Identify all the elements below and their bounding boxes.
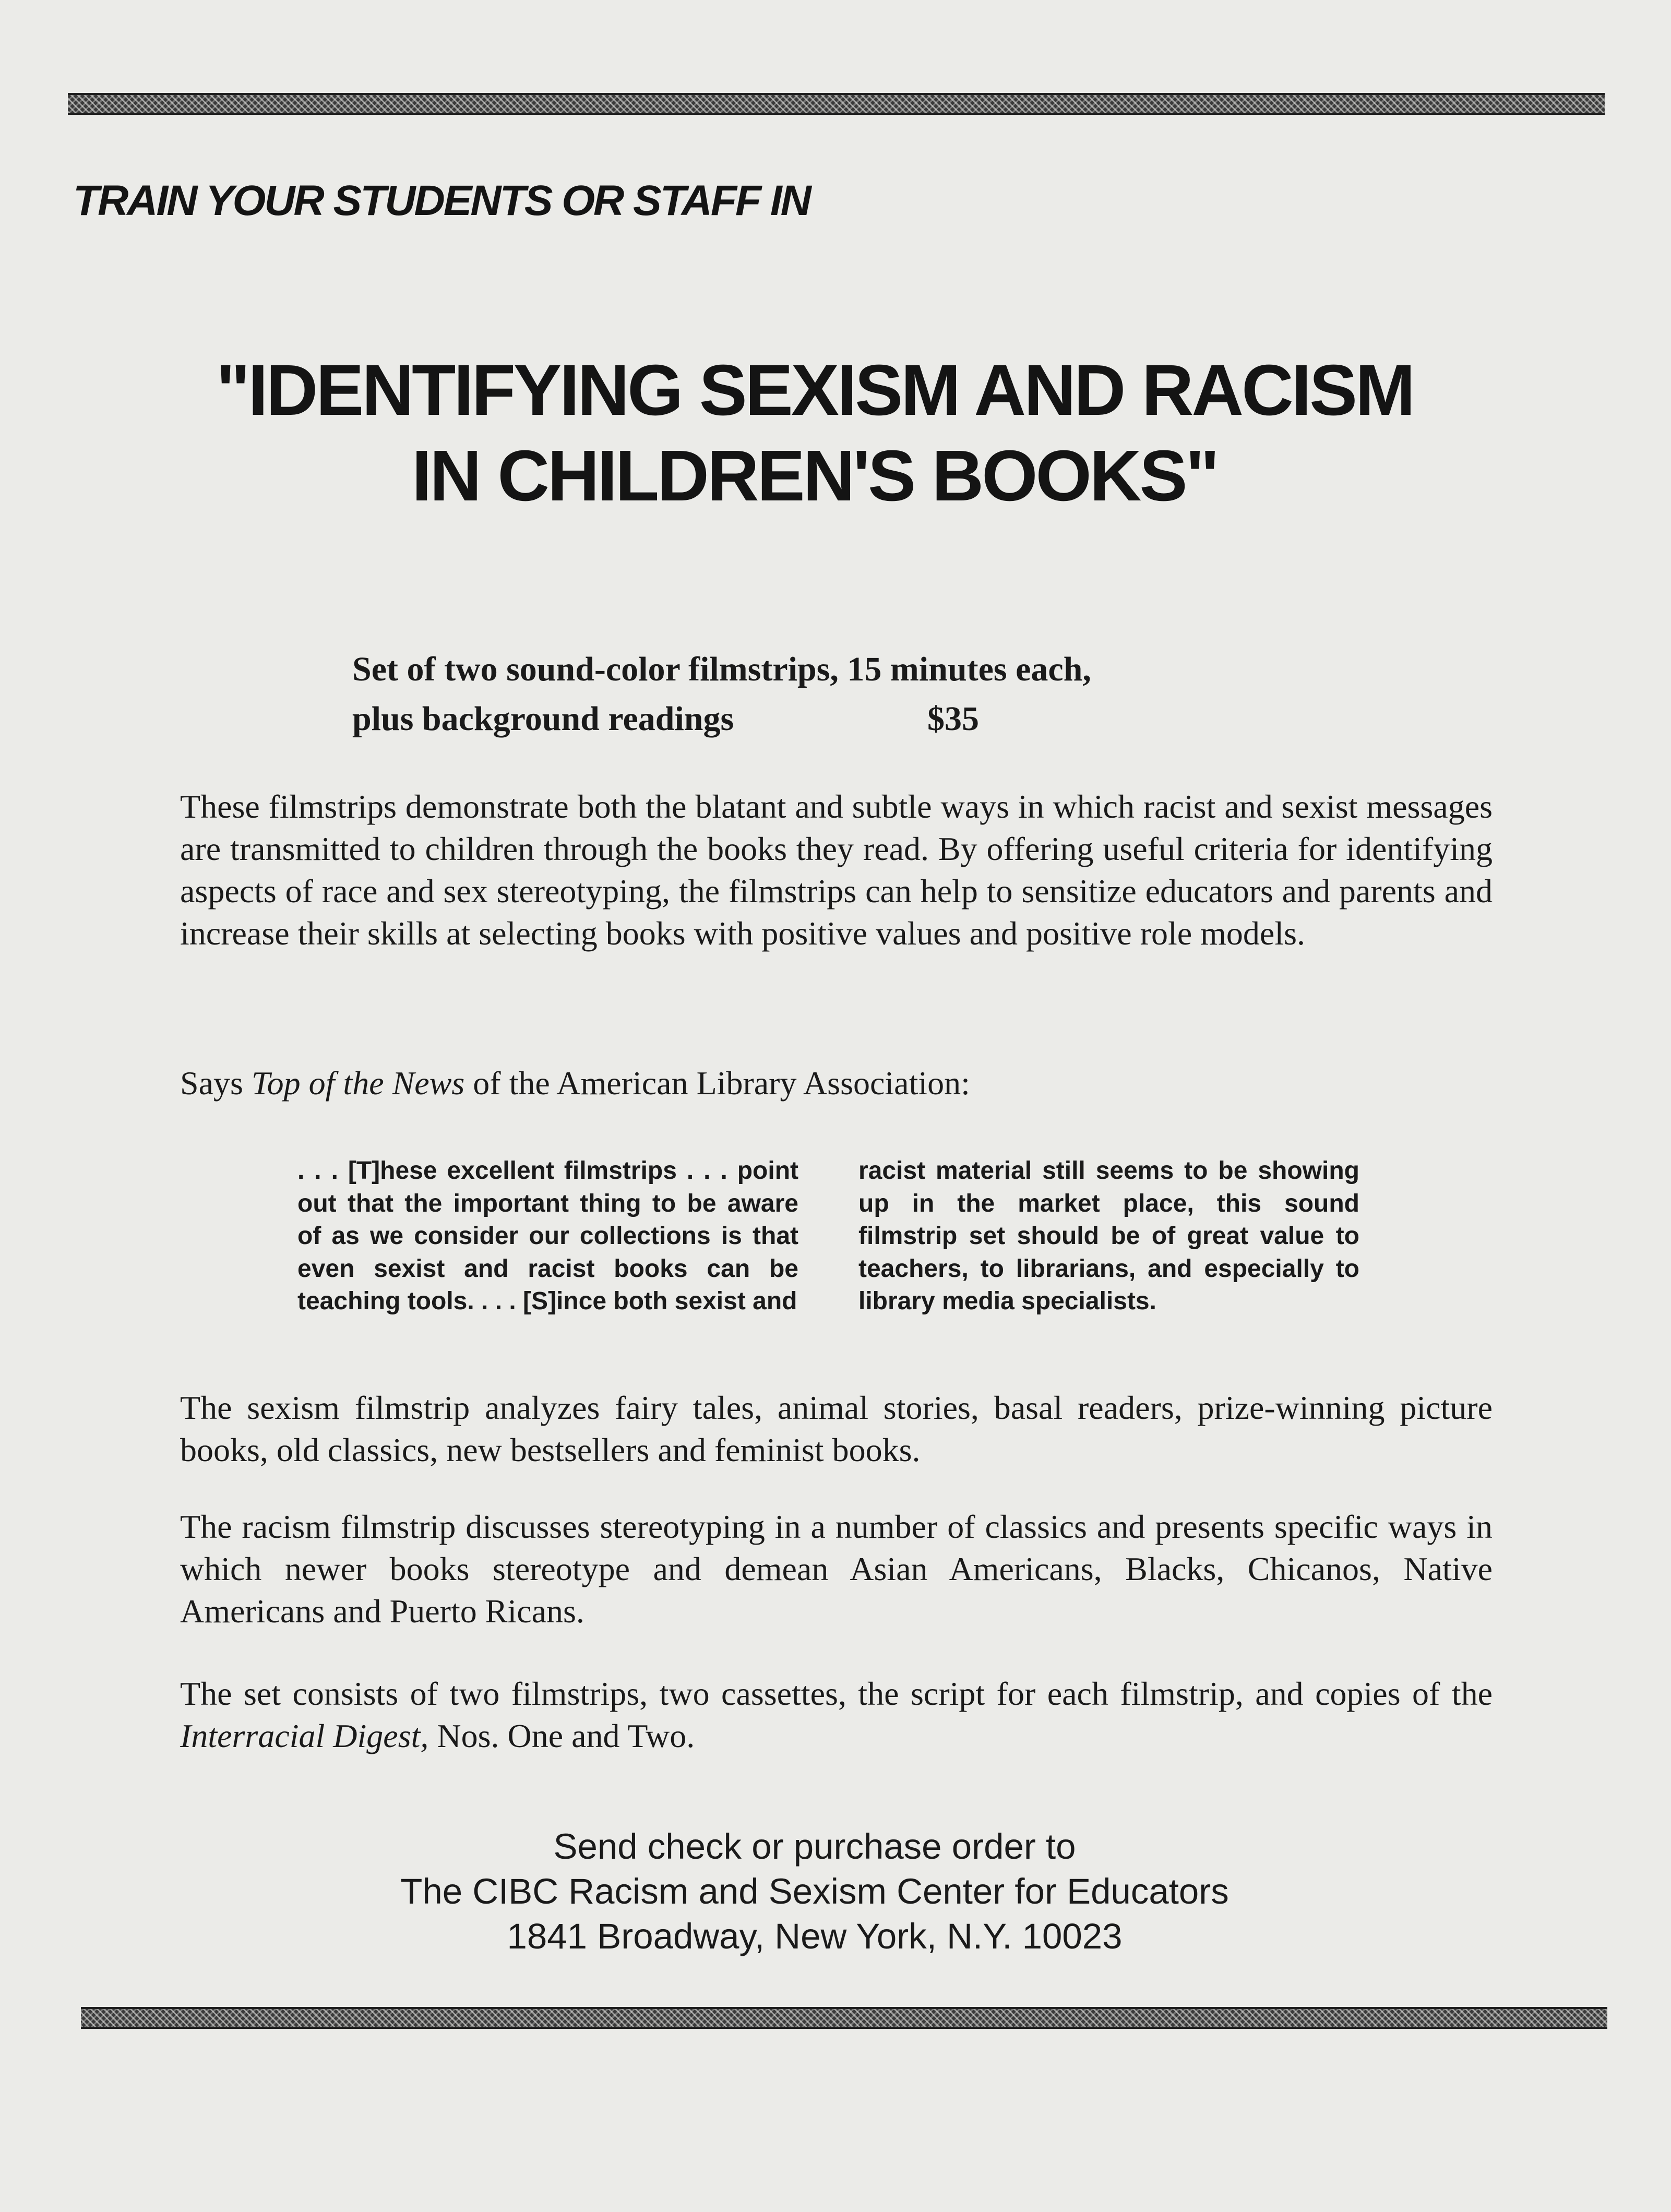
intro-paragraph: These filmstrips demonstrate both the blatant and subtle ways in which racist and sexist messages are transmitted to children through the books they read. By offering useful criteria for identifying aspects of race and sex stereotyping, the filmstrips can help to sensitize educators and parents and increase their skills at selecting books with positive values and positive role models.: [180, 788, 1493, 952]
quote-column-right: racist material still seems to be showing up in the market place, this sound filmstrip set should be of great value to teachers, to librarians, and especially to library media specialists.: [858, 1157, 1359, 1315]
top-decorative-rule: [68, 93, 1605, 115]
offer-price: $35: [927, 700, 979, 738]
set-suffix: Nos. One and Two.: [428, 1717, 695, 1754]
says-suffix: of the American Library Association:: [464, 1065, 970, 1102]
says-publication: Top of the News: [251, 1065, 465, 1102]
set-prefix: The set consists of two filmstrips, two cassettes, the script for each filmstrip, and copies of the: [180, 1675, 1493, 1712]
sexism-paragraph: The sexism filmstrip analyzes fairy tales, animal stories, basal readers, prize-winning picture books, old classics, new bestsellers and feminist books.: [180, 1389, 1493, 1468]
set-contents-paragraph: [180, 1672, 1493, 1757]
offer-line-2: [352, 699, 979, 739]
quote-column-left: . . . [T]hese excellent filmstrips . . . point out that the important thing to be aware of as we consider our collections is that even sexist and racist books can be teaching tools. . . . [S]ince both sexist and: [297, 1157, 798, 1315]
racism-paragraph: The racism filmstrip discusses stereotyping in a number of classics and presents specific ways in which newer books stereotype and demean Asian Americans, Blacks, Chicanos, Native Americans and Puerto Ricans.: [180, 1508, 1493, 1630]
says-line: [180, 1062, 1493, 1104]
headline-line-2: IN CHILDREN'S BOOKS": [412, 436, 1218, 516]
order-line-1: Send check or purchase order to: [553, 1826, 1076, 1867]
offer-line-1: Set of two sound-color filmstrips, 15 minutes each,: [352, 650, 1091, 688]
headline-line-1: "IDENTIFYING SEXISM AND RACISM: [216, 350, 1414, 431]
set-publication: Interracial Digest,: [180, 1717, 429, 1754]
bottom-decorative-rule: [81, 2007, 1607, 2029]
says-prefix: Says: [180, 1065, 252, 1102]
offer-readings: plus background readings: [352, 700, 734, 738]
order-line-2: The CIBC Racism and Sexism Center for Educators: [400, 1871, 1229, 1911]
order-address: 1841 Broadway, New York, N.Y. 10023: [507, 1916, 1123, 1956]
kicker-heading: TRAIN YOUR STUDENTS OR STAFF IN: [73, 177, 810, 224]
